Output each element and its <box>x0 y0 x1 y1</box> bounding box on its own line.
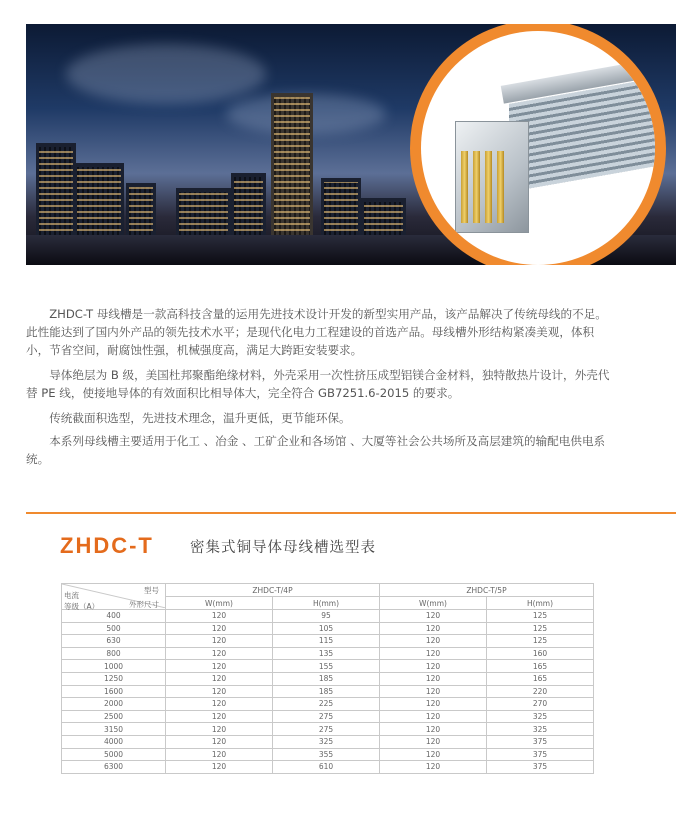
table-body <box>62 610 594 774</box>
current-grade-cell: 630 <box>62 635 166 648</box>
dimension-cell: 120 <box>166 748 273 761</box>
intro-paragraph-3: 传统截面积选型，先进技术理念，温升更低，更节能环保。 <box>49 411 351 425</box>
current-grade-cell: 400 <box>62 610 166 623</box>
current-grade-cell: 2500 <box>62 710 166 723</box>
dimension-cell: 185 <box>273 672 380 685</box>
sky-cloud <box>66 44 266 104</box>
dimension-cell: 115 <box>273 635 380 648</box>
dimension-cell: 270 <box>487 698 594 711</box>
dimension-cell: 120 <box>166 610 273 623</box>
dimension-cell: 95 <box>273 610 380 623</box>
table-row <box>62 748 594 761</box>
dimension-cell: 120 <box>166 710 273 723</box>
table-row <box>62 710 594 723</box>
table-row <box>62 735 594 748</box>
dimension-cell: 275 <box>273 710 380 723</box>
busway-product-image <box>421 31 655 265</box>
hero-banner <box>26 24 676 265</box>
current-grade-cell: 800 <box>62 647 166 660</box>
current-grade-cell: 2000 <box>62 698 166 711</box>
dimension-cell: 375 <box>487 748 594 761</box>
current-grade-cell: 1600 <box>62 685 166 698</box>
table-row <box>62 672 594 685</box>
dimension-cell: 120 <box>166 735 273 748</box>
current-grade-cell: 5000 <box>62 748 166 761</box>
city-building <box>126 183 156 243</box>
dimension-cell: 120 <box>166 622 273 635</box>
intro-paragraph-1: ZHDC-T 母线槽是一款高科技含量的运用先进技术设计开发的新型实用产品，该产品解决了传统母线的不足。此性能达到了国内外产品的领先技术水平；是现代化电力工程建设的首选产品。母线槽外形结构紧凑美观，体积小，节省空间，耐腐蚀性强，机械强度高，满足大跨距安装要求。 <box>26 307 607 357</box>
table-row <box>62 761 594 774</box>
section-code: ZHDC-T <box>60 533 154 558</box>
current-grade-cell: 6300 <box>62 761 166 774</box>
city-building <box>231 173 266 243</box>
current-grade-cell: 1000 <box>62 660 166 673</box>
subheader-w: W(mm) <box>380 597 487 610</box>
dimension-cell: 120 <box>380 748 487 761</box>
dimension-cell: 375 <box>487 735 594 748</box>
dimension-cell: 120 <box>380 622 487 635</box>
dimension-cell: 120 <box>380 685 487 698</box>
dimension-cell: 325 <box>487 710 594 723</box>
table-row <box>62 635 594 648</box>
dimension-cell: 120 <box>166 698 273 711</box>
dimension-cell: 120 <box>166 647 273 660</box>
dimension-cell: 120 <box>166 672 273 685</box>
dimension-cell: 165 <box>487 672 594 685</box>
group-header-4p: ZHDC-T/4P <box>166 584 380 597</box>
subheader-h: H(mm) <box>487 597 594 610</box>
current-grade-cell: 500 <box>62 622 166 635</box>
dimension-cell: 120 <box>380 735 487 748</box>
dimension-cell: 375 <box>487 761 594 774</box>
current-grade-cell: 3150 <box>62 723 166 736</box>
table-row <box>62 723 594 736</box>
selection-table <box>61 583 594 774</box>
current-grade-cell: 1250 <box>62 672 166 685</box>
city-building <box>321 178 361 243</box>
dimension-cell: 220 <box>487 685 594 698</box>
dimension-cell: 120 <box>380 698 487 711</box>
dimension-cell: 135 <box>273 647 380 660</box>
dimension-cell: 165 <box>487 660 594 673</box>
subheader-w: W(mm) <box>166 597 273 610</box>
corner-current-label: 电流 <box>64 591 79 600</box>
dimension-cell: 120 <box>166 761 273 774</box>
product-photo-frame <box>410 24 666 265</box>
dimension-cell: 355 <box>273 748 380 761</box>
dimension-cell: 610 <box>273 761 380 774</box>
table-row <box>62 647 594 660</box>
corner-model-label: 型号 <box>144 586 159 595</box>
dimension-cell: 120 <box>380 610 487 623</box>
group-header-5p: ZHDC-T/5P <box>380 584 594 597</box>
dimension-cell: 105 <box>273 622 380 635</box>
table-row <box>62 685 594 698</box>
table-row <box>62 622 594 635</box>
table-row <box>62 698 594 711</box>
dimension-cell: 155 <box>273 660 380 673</box>
dimension-cell: 120 <box>380 660 487 673</box>
table-row <box>62 660 594 673</box>
subheader-h: H(mm) <box>273 597 380 610</box>
city-building <box>36 143 76 243</box>
dimension-cell: 120 <box>380 761 487 774</box>
dimension-cell: 160 <box>487 647 594 660</box>
dimension-cell: 125 <box>487 610 594 623</box>
dimension-cell: 120 <box>380 723 487 736</box>
intro-paragraph-4: 本系列母线槽主要适用于化工 、冶金 、工矿企业和各场馆 、大厦等社会公共场所及高层建筑的输配电供电系统。 <box>26 434 606 466</box>
dimension-cell: 125 <box>487 635 594 648</box>
dimension-cell: 125 <box>487 622 594 635</box>
dimension-cell: 120 <box>380 710 487 723</box>
dimension-cell: 120 <box>166 685 273 698</box>
table-corner-header <box>62 584 166 610</box>
dimension-cell: 120 <box>166 635 273 648</box>
table-row <box>62 610 594 623</box>
city-tower <box>271 93 313 243</box>
dimension-cell: 120 <box>166 723 273 736</box>
corner-grade-label: 等级（A） <box>64 602 100 611</box>
dimension-cell: 325 <box>273 735 380 748</box>
dimension-cell: 325 <box>487 723 594 736</box>
dimension-cell: 275 <box>273 723 380 736</box>
corner-dims-label: 外形尺寸 <box>129 600 159 609</box>
section-title: 密集式铜导体母线槽选型表 <box>190 540 376 556</box>
dimension-cell: 120 <box>380 635 487 648</box>
dimension-cell: 225 <box>273 698 380 711</box>
dimension-cell: 120 <box>380 672 487 685</box>
dimension-cell: 120 <box>166 660 273 673</box>
dimension-cell: 120 <box>380 647 487 660</box>
dimension-cell: 185 <box>273 685 380 698</box>
current-grade-cell: 4000 <box>62 735 166 748</box>
intro-paragraph-2: 导体绝层为 B 级，美国杜邦聚酯绝缘材料，外壳采用一次性挤压成型铝镁合金材料，独特散热片设计，外壳代替 PE 线，使接地导体的有效面积比相导体大，完全符合 GB7251.6-2015 的要求。 <box>26 368 610 400</box>
city-building <box>74 163 124 243</box>
section-divider <box>26 512 676 514</box>
